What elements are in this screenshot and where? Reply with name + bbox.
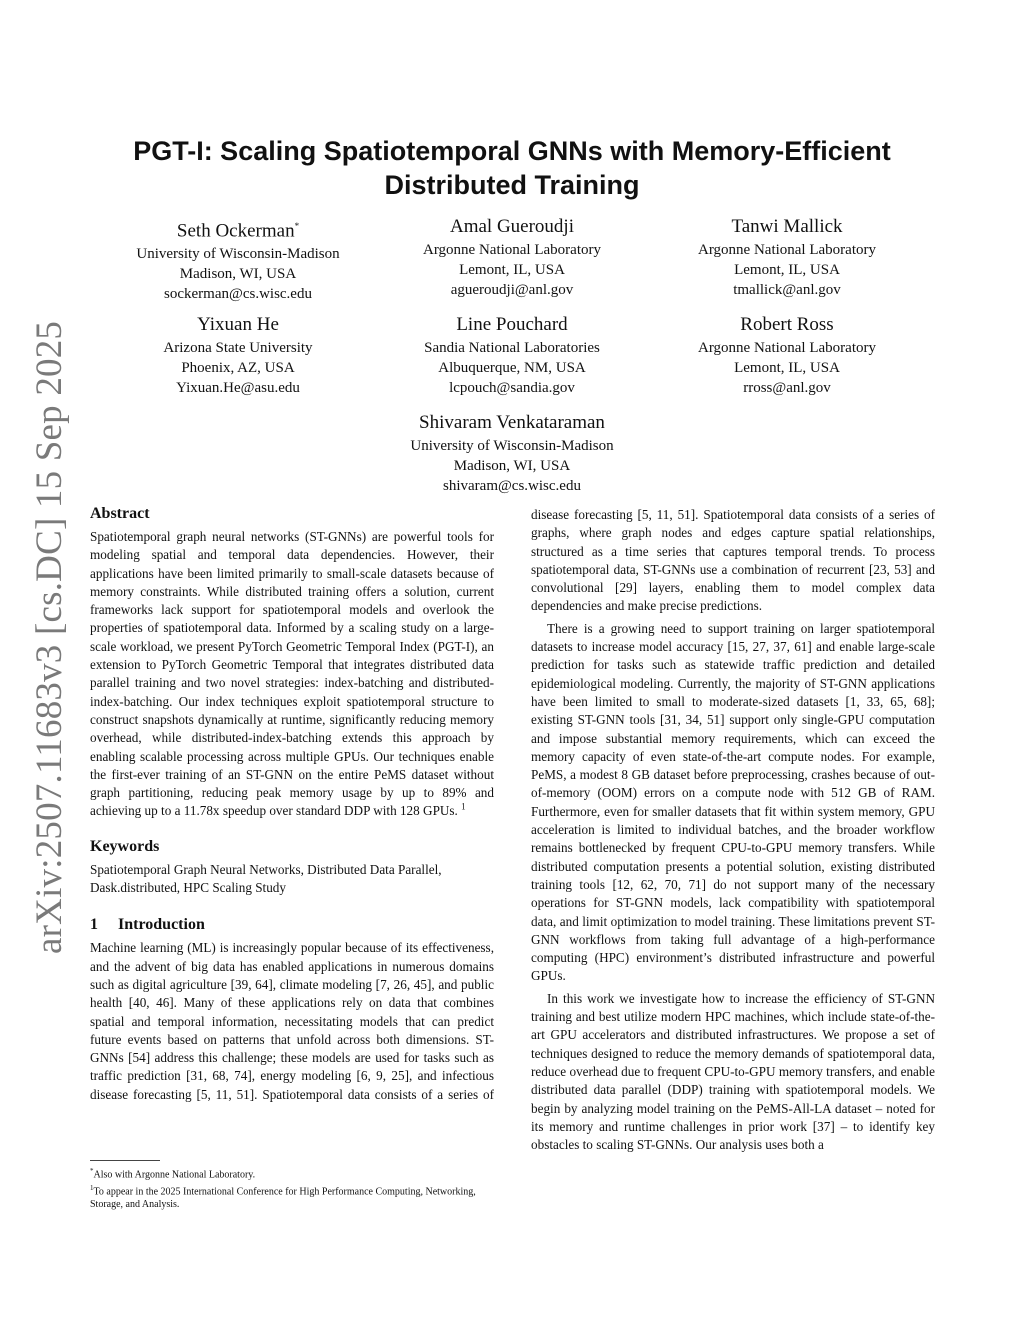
section-title: Introduction (118, 916, 205, 934)
author-footnote-mark: * (294, 221, 300, 231)
footnote-mark: 1 (90, 1183, 94, 1192)
author-affiliation: Arizona State University (163, 340, 313, 356)
arxiv-side-identifier: arXiv:2507.11683v3 [cs.DC] 15 Sep 2025 (29, 320, 70, 954)
author-name: Robert Ross (740, 314, 834, 335)
author-affiliation: Argonne National Laboratory (697, 242, 876, 258)
author-email: rross@anl.gov (743, 380, 831, 396)
abstract-heading: Abstract (90, 505, 150, 522)
paper-title: PGT-I: Scaling Spatiotemporal GNNs with Memory-Efficient Distributed Training (133, 136, 891, 200)
author-location: Madison, WI, USA (453, 458, 571, 474)
author-block (372, 214, 652, 300)
author-name: Tanwi Mallick (731, 216, 843, 237)
footnote-rule (90, 1160, 160, 1161)
author-affiliation: Argonne National Laboratory (697, 340, 876, 356)
author-location: Lemont, IL, USA (734, 262, 840, 278)
footnote-item (90, 1165, 494, 1182)
keywords-text: Spatiotemporal Graph Neural Networks, Distributed Data Parallel, Dask.distributed, HPC Scaling Study (90, 861, 442, 896)
author-email: Yixuan.He@asu.edu (176, 380, 300, 396)
footnote-text: Also with Argonne National Laboratory. (93, 1169, 256, 1181)
author-name: Line Pouchard (456, 314, 568, 335)
abstract-text: Spatiotemporal graph neural networks (ST-GNNs) are powerful tools for modeling spatial and temporal data dependencies. However, their applications have been limited primarily to small-scale datasets because of memory constraints. While distributed training offers a solution, current frameworks lack support for spatiotemporal models and overlook the properties of spatiotemporal data. Informed by a scaling study on a large-scale workload, we present PyTorch Geometric Temporal Index (PGT-I), an extension to PyTorch Geometric Temporal that integrates distributed data parallel training and two novel strategies: index-batching and distributed-index-batching. Our index techniques exploit spatiotemporal structure to construct snapshots dynamically at runtime, significantly reducing memory overhead, while distributed-index-batching extends this approach by enabling scalable processing across multiple GPUs. Our techniques enable the first-ever training of an ST-GNN on the entire PeMS dataset without graph partitioning, reducing peak memory usage by up to 89% and achieving up to a 11.78x speedup over standard DDP with 128 GPUs. $^1$ (90, 529, 494, 819)
keywords-heading: Keywords (90, 837, 160, 855)
author-email: shivaram@cs.wisc.edu (443, 478, 581, 494)
author-location: Albuquerque, NM, USA (438, 360, 586, 376)
author-affiliation: Argonne National Laboratory (422, 242, 601, 258)
footnotes (90, 1160, 494, 1211)
author-block (372, 312, 652, 398)
intro-paragraph-1-continued: disease forecasting [5, 11, 51]. Spatiotemporal data consists of a series of graphs, where graph nodes and edges capture spatial relationships, structured as a time series that captures temporal trends. To process spatiotemporal data, ST-GNNs use a combination of recurrent [23, 53] and convolutional [29] layers, enabling them to model complex data dependencies and make precise predictions. (531, 507, 935, 614)
abstract-footnote-ref: 1 (461, 802, 466, 813)
left-column (90, 503, 494, 1103)
section-number: 1 (90, 916, 98, 934)
footnote-mark: * (90, 1167, 94, 1175)
introduction-heading (90, 914, 494, 936)
author-affiliation: University of Wisconsin-Madison (410, 438, 614, 454)
intro-paragraph-1: Machine learning (ML) is increasingly popular because of its effectiveness, and the advent of big data has enabled applications in numerous domains such as digital agriculture [39, 64], climate modeling [7, 26, 45], and public health [40, 46]. Many of these applications rely on data that combines spatial and temporal information, necessitating models that can predict future events based on patterns that unfold across both dimensions. ST-GNNs [54] address this challenge; these models are used for tasks such as traffic prediction [31, 68, 74], energy modeling [6, 9, 25], and infectious disease forecasting [5, 11, 51]. Spatiotemporal data consists of a series of (90, 940, 494, 1102)
author-affiliation: Sandia National Laboratories (424, 340, 600, 356)
intro-paragraph-3: In this work we investigate how to increase the efficiency of ST-GNN training and best utilize modern HPC machines, which include state-of-the-art GPU accelerators and distributed infrastructures. We propose a set of techniques designed to reduce the memory demands of spatiotemporal data, reduce overhead due to frequent CPU-to-GPU memory transfers, and enable distributed data parallel (DDP) training with spatiotemporal models. We begin by analyzing model training on the PeMS-All-LA dataset – noted for its memory and runtime challenges in prior work [37] – to identify key obstacles to scaling ST-GNNs. Our analysis uses both a (531, 990, 935, 1153)
author-name: Shivaram Venkataraman (419, 412, 605, 433)
author-name: Amal Gueroudji (449, 216, 574, 237)
author-block (372, 410, 652, 496)
footnote-item (90, 1182, 494, 1211)
author-email: sockerman@cs.wisc.edu (164, 286, 312, 303)
author-block (647, 312, 927, 398)
author-block (98, 214, 378, 304)
author-email: lcpouch@sandia.gov (449, 380, 575, 396)
author-name: Yixuan He (197, 314, 279, 335)
author-location: Phoenix, AZ, USA (181, 360, 295, 376)
author-location: Madison, WI, USA (179, 266, 297, 283)
author-email: tmallick@anl.gov (733, 282, 841, 298)
right-column (531, 506, 935, 1154)
author-location: Lemont, IL, USA (734, 360, 840, 376)
author-email: agueroudji@anl.gov (450, 282, 574, 298)
intro-paragraph-2: There is a growing need to support training on larger spatiotemporal datasets to increase model accuracy [15, 27, 37, 61] and enable large-scale prediction for tasks such as statewide traffic prediction and detailed epidemiological modeling. Currently, the majority of ST-GNN applications have been limited to small to moderate-sized datasets [1, 33, 65, 68]; existing ST-GNN tools [31, 34, 51] support only single-GPU computation and impose substantial memory requirements, which can exceed the memory capacity of even state-of-the-art compute nodes. For example, PeMS, a modest 8 GB dataset before preprocessing, crashes because of out-of-memory (OOM) errors on a compute node with 512 GB of RAM. Furthermore, even for smaller datasets that fit within system memory, GPU acceleration is limited to individual batches, and the broader workflow remains bottlenecked by frequent CPU-to-GPU memory transfers. While distributed computation presents a potential solution, existing distributed training tools [12, 62, 70, 71] do not support many of the necessary operations for ST-GNN models, lack compatibility with spatiotemporal data, and limit optimization to model training. These limitations prevent ST-GNN workflows from taking full advantage of a high-performance computing (HPC) environment’s distributed infrastructure and powerful GPUs. (531, 620, 935, 984)
author-name: Seth Ockerman (176, 220, 295, 242)
author-block (647, 214, 927, 300)
author-location: Lemont, IL, USA (459, 262, 565, 278)
author-block (98, 312, 378, 398)
footnote-text: To appear in the 2025 International Conference for High Performance Computing, Networking, Storage, and Analysis. (90, 1186, 476, 1210)
author-affiliation: University of Wisconsin-Madison (136, 246, 340, 263)
